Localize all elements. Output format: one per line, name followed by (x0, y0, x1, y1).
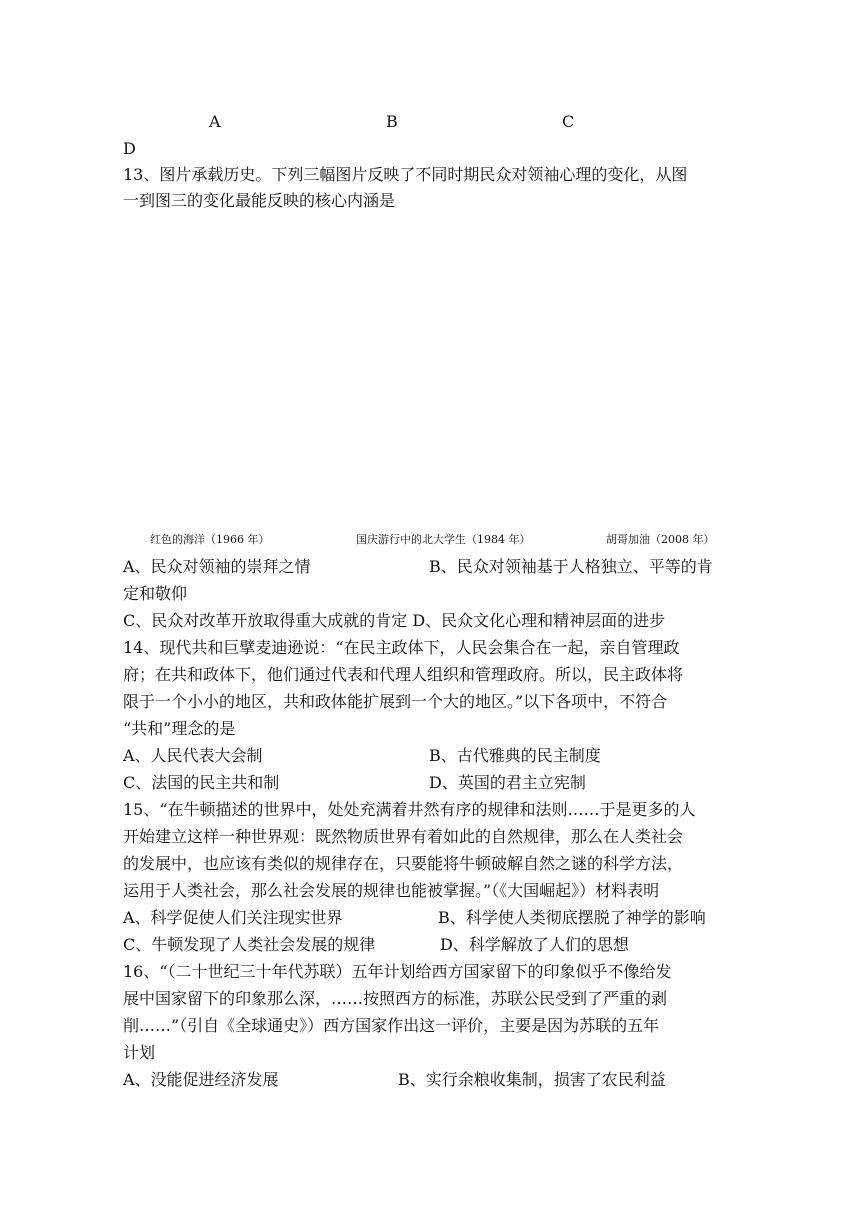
q16-option-a: A、没能促进经济发展 (123, 1070, 279, 1089)
prev-option-d: D (123, 139, 136, 158)
q15-stem-line-2: 开始建立这样一种世界观：既然物质世界有着如此的自然规律，那么在人类社会 (123, 827, 684, 846)
q14-option-d: D、英国的君主立宪制 (429, 773, 586, 792)
q15-stem-line-3: 的发展中，也应该有类似的规律存在，只要能将牛顿破解自然之谜的科学方法， (123, 854, 684, 873)
q14-stem-line-1: 14、现代共和巨擘麦迪逊说：“在民主政体下，人民会集合在一起，亲自管理政 (123, 638, 680, 657)
q16-option-b: B、实行余粮收集制，损害了农民利益 (398, 1070, 666, 1089)
q14-option-a: A、人民代表大会制 (123, 746, 263, 765)
q15-option-c: C、牛顿发现了人类社会发展的规律 (123, 935, 376, 954)
q13-stem-line-2: 一到图三的变化最能反映的核心内涵是 (123, 191, 396, 210)
q15-option-b: B、科学使人类彻底摆脱了神学的影响 (438, 908, 706, 927)
q14-stem-line-4: “共和”理念的是 (123, 719, 236, 738)
q14-stem-line-2: 府；在共和政体下，他们通过代表和代理人组织和管理政府。所以，民主政体将 (123, 665, 684, 684)
q15-stem-line-1: 15、“在牛顿描述的世界中，处处充满着井然有序的规律和法则……于是更多的人 (123, 800, 696, 819)
q13-option-b: B、民众对领袖基于人格独立、平等的肯 (429, 557, 713, 576)
q16-stem-line-4: 计划 (123, 1043, 156, 1062)
q14-option-c: C、法国的民主共和制 (123, 773, 280, 792)
q15-option-a: A、科学促使人们关注现实世界 (123, 908, 343, 927)
q13-figure-area (123, 220, 743, 525)
q15-option-d: D、科学解放了人们的思想 (440, 935, 629, 954)
q13-option-c-d: C、民众对改革开放取得重大成就的肯定 D、民众文化心理和精神层面的进步 (123, 611, 666, 630)
q13-caption-3: 胡哥加油（2008 年） (606, 533, 715, 546)
q16-stem-line-1: 16、“（二十世纪三十年代苏联）五年计划给西方国家留下的印象似乎不像给发 (123, 962, 672, 981)
q13-stem-line-1: 13、图片承载历史。下列三幅图片反映了不同时期民众对领袖心理的变化，从图 (123, 165, 688, 184)
q16-stem-line-3: 削……”（引自《全球通史》）西方国家作出这一评价，主要是因为苏联的五年 (123, 1016, 660, 1035)
q13-caption-2: 国庆游行中的北大学生（1984 年） (356, 533, 531, 546)
prev-option-a: A (209, 112, 221, 131)
prev-option-b: B (386, 112, 398, 131)
q13-caption-1: 红色的海洋（1966 年） (150, 533, 270, 546)
q14-stem-line-3: 限于一个小小的地区，共和政体能扩展到一个大的地区。”以下各项中，不符合 (123, 692, 668, 711)
q15-stem-line-4: 运用于人类社会，那么社会发展的规律也能被掌握。”（《大国崛起》）材料表明 (123, 881, 660, 900)
prev-option-c: C (562, 112, 575, 131)
q16-stem-line-2: 展中国家留下的印象那么深，……按照西方的标准，苏联公民受到了严重的剥 (123, 989, 668, 1008)
q13-option-a: A、民众对领袖的崇拜之情 (123, 557, 311, 576)
q13-option-b-cont: 定和敬仰 (123, 584, 188, 603)
q14-option-b: B、古代雅典的民主制度 (429, 746, 601, 765)
